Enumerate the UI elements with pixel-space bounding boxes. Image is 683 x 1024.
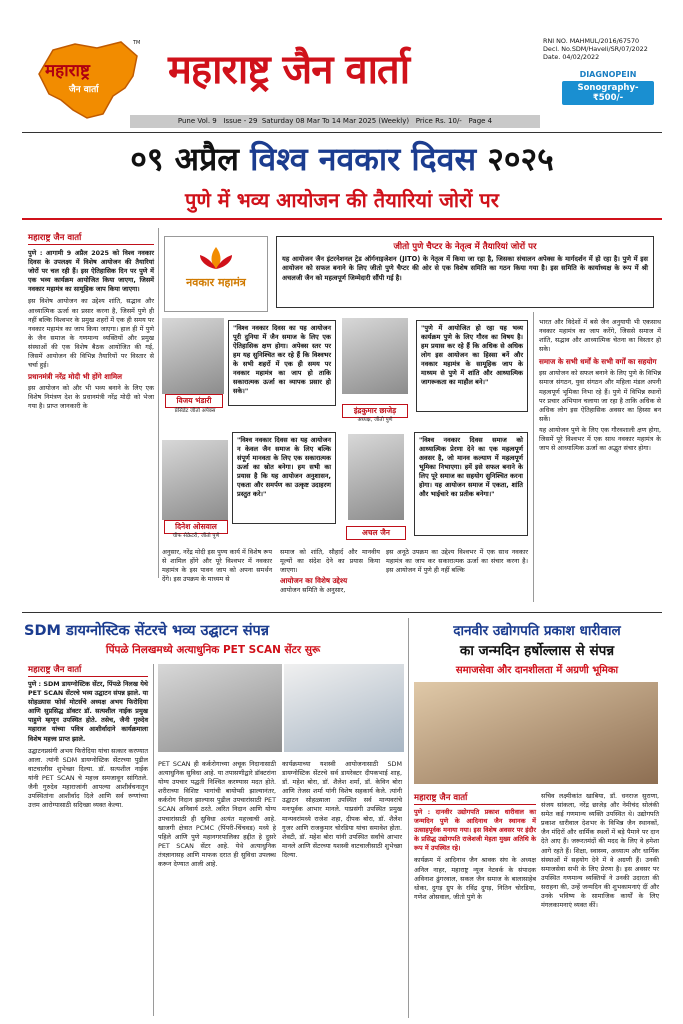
main-right-para1: भारत और विदेशों में बसे जैन अनुयायी भी एकसाथ नवकार महामंत्र का जाप करेंगे, जिससे समाज में शांति, सद्भाव और आध्यात्मिक चेतना का विस्तार हो सके। bbox=[539, 318, 661, 354]
registration-date: Date. 04/02/2022 bbox=[543, 53, 600, 61]
navkar-logo-text: नवकार महामंत्र bbox=[186, 276, 246, 289]
main-col4: इस अनूठे उपक्रम का उद्देश्य विश्वभर में एक साथ नवकार महामंत्र का जाप कर सकारात्मक ऊर्जा का संचार करना है। इस आयोजन में पुणे ही नहीं बल्कि bbox=[386, 548, 528, 575]
sdm-col3: कार्यक्रमाच्या यशस्वी आयोजनासाठी SDM डायग्नोस्टिक सेंटरचे सर्व डायरेक्टर दीपकभाई शाह, डॉ. महेश बोरा, डॉ. शैलेश शर्मा, डॉ. केविन बोरा आणि तेजस शर्मा यांनी विशेष सहकार्य केले. त्यांनी उद्घाटन सोहळ्याला उपस्थित सर्व मान्यवरांचे मनःपूर्वक आभार मानले. याप्रसंगी उपस्थित प्रमुख मान्यवरांमध्ये राजेश शहा, दीपक बोरा, डॉ. शैलेश गुजर आणि राजकुमार चोरडिया यांचा समावेश होता. शेवटी, डॉ. महेश बोरा यांनी उपस्थित सर्वांचे आभार मानले आणि सेंटरच्या यशस्वी वाटचालीसाठी शुभेच्छा दिल्या. bbox=[282, 760, 402, 859]
jito-box bbox=[276, 236, 654, 308]
dhariwal-col1: कार्यक्रम में आदिनाथ जैन श्रावक संघ के अध्यक्ष अनिल नाहर, महाराष्ट्र न्यूज नेटवर्क के संपादक अविनाश ढुंगरवाल, सकल जैन समाज के बालासाहेब धोका, दुगड़ ग्रुप के रविंद्र दुगड़, नितिन चोरडिया, गणेश ओसवाल, जीतो पुणे के bbox=[414, 856, 536, 901]
sdm-col1: उद्घाटनप्रसंगी अभय फिरोदिया यांचा सत्कार करण्यात आला. त्यांनी SDM डायग्नोस्टिक सेंटरच्या पुढील वाटचालीस शुभेच्छा दिल्या. डॉ. सत्यशील नाईक यांनी PET SCAN चे महत्त्व समजावून सांगितले. जैनी गुरुदेव महाराजांनी आपल्या आशीर्वचनातून उपस्थितांना आशीर्वाद दिले आणि सर्व रुग्णांच्या उत्तम आरोग्यासाठी सदिच्छा व्यक्त केल्या. bbox=[28, 746, 148, 810]
main-col3a: समाज को शांति, सौहार्द और मानवीय मूल्यों का संदेश देने का प्रयास किया जाएगा। bbox=[280, 548, 380, 575]
headline-event: विश्व नवकार दिवस bbox=[250, 140, 477, 178]
declaration-number: Decl. No.SDM/Haveli/SR/07/2022 bbox=[543, 45, 648, 53]
sdm-photo-scanner bbox=[284, 664, 404, 752]
main-subhead-cooperation: समाज के सभी धर्मों के सभी वर्गों का सहयोग bbox=[539, 357, 657, 367]
dhariwal-byline: महाराष्ट्र जैन वार्ता bbox=[414, 792, 536, 805]
headline-date: ०९ अप्रैल bbox=[130, 140, 239, 178]
diagnopein-ad[interactable] bbox=[562, 70, 654, 102]
maharashtra-map-icon bbox=[33, 36, 143, 126]
dhariwal-event-photo bbox=[414, 682, 658, 784]
main-byline: महाराष्ट्र जैन वार्ता bbox=[28, 232, 154, 245]
main-para2: इस आयोजन को और भी भव्य बनाने के लिए एक विशेष निमंत्रण देश के प्रधानमंत्री नरेंद्र मोदी को भेजा गया है। प्राप्त जानकारी के bbox=[28, 384, 154, 411]
dhariwal-headline-1: दानवीर उद्योगपति प्रकाश धारीवाल bbox=[453, 623, 621, 639]
ad-offer: Sonography- ₹500/- bbox=[562, 81, 654, 105]
sdm-subtitle: पिंपळे निलखमध्ये अत्याधुनिक PET SCAN सेंटर सुरू bbox=[105, 644, 321, 656]
main-lead: पुणे : आगामी 9 अप्रैल 2025 को विश्व नवकार दिवस के उपलक्ष्य में विशेष आयोजन की तैयारियां जोरों पर चल रही हैं। इस ऐतिहासिक दिन पर पुणे में एक भव्य कार्यक्रम आयोजित किया जाएगा, जिसमें नवकार महामंत्र का सामूहिक जाप किया जाएगा। bbox=[28, 249, 154, 294]
quote-name-vijay: विजय भंडारी bbox=[165, 394, 223, 408]
main-right-para3: यह आयोजन पुणे के लिए एक गौरवशाली क्षण होगा, जिसमें पूरे विश्वभर में एक साथ नवकार महामंत्र के जाप से आध्यात्मिक ऊर्जा का अद्भुत संचार होगा। bbox=[539, 425, 661, 453]
dhariwal-headline-2: का जन्मदिन हर्षोल्लास से संपन्न bbox=[459, 643, 615, 659]
main-col3b: आयोजन समिति के अनुसार, bbox=[280, 586, 346, 595]
dhariwal-col2: सचिव लक्ष्मीकांत खाबिया, डॉ. धनराज सुराणा, संजय सांकला, नरेंद्र छाजेड़ और नेमीचंद सोलंकी समेत कई गणमान्य व्यक्ति उपस्थित थे। उद्योगपति प्रकाश धारीवाल देशभर के विभिन्न जैन स्थानकों, जैन मंदिरों और धार्मिक स्थलों में बड़े पैमाने पर दान देते आए हैं। जरूरतमंदों की मदद के लिए वे हमेशा आगे रहते हैं। शिक्षा, स्वास्थ्य, अध्यात्म और धार्मिक संस्थाओं में सहयोग देने में वे अग्रणी हैं। उनकी समाजसेवा सभी के लिए प्रेरणा है। इस अवसर पर उपस्थित गणमान्य व्यक्तियों ने उनकी उदारता की सराहना की, उन्हें जन्मदिन की शुभकामनाएं दीं और उनके भविष्य के सामाजिक कार्यों के लिए मंगलकामनाएं व्यक्त कीं। bbox=[541, 792, 659, 910]
main-subhead-modi: प्रधानमंत्री नरेंद्र मोदी भी होंगे शामिल bbox=[28, 372, 123, 382]
indrakumar-chajed-photo bbox=[342, 318, 408, 394]
dhariwal-lead: पुणे : दानवीर उद्योगपति प्रकाश धारीवाल का जन्मदिन पुणे के आदिनाथ जैन स्थानक में उत्साहपूर्वक मनाया गया। इस विशेष अवसर पर इंदौर के प्रसिद्ध उद्योगपति राजेशजी मेहता मुख्य अतिथि के रूप में उपस्थित रहे। bbox=[414, 808, 536, 853]
ad-brand: DIAGNOPEIN bbox=[579, 70, 637, 79]
navkar-logo bbox=[164, 236, 268, 312]
masthead-logo bbox=[33, 36, 143, 126]
quote-name-indrakumar: इंद्रकुमार छाजेड़ bbox=[342, 404, 408, 418]
quote-name-dinesh: दिनेश ओसवाल bbox=[164, 520, 228, 534]
quote-role-indrakumar: अध्यक्ष, जीतो पुणे bbox=[357, 417, 393, 423]
main-col2: अनुसार, नरेंद्र मोदी इस पुण्य कार्य में विशेष रूप से शामिल होंगे और पूरे विश्वभर में नवकार महामंत्र के इस पावन जाप को अपना समर्थन देंगे। इस उपक्रम के माध्यम से bbox=[162, 548, 272, 584]
sdm-photo-group bbox=[158, 664, 282, 752]
dinesh-oswal-photo bbox=[162, 440, 228, 520]
logo-text: महाराष्ट्र bbox=[45, 61, 90, 81]
jito-body: यह आयोजन जैन इंटरनेशनल ट्रेड ऑर्गनाइजेशन (JITO) के नेतृत्व में किया जा रहा है, जिसका संचालन अपेक्स के मार्गदर्शन में हो रहा है। पुणे में इस आयोजन को सफल बनाने के लिए जीतो पुणे चैप्टर की ओर से एक विशेष समिति का गठन किया गया है। इस समिति के कार्याध्यक्ष के रूप में श्री अचलजी जैन को महत्वपूर्ण जिम्मेदारी सौंपी गई है। bbox=[282, 255, 648, 282]
dhariwal-subtitle: समाजसेवा और दानशीलता में अग्रणी भूमिका bbox=[455, 665, 619, 676]
quote-name-achal: अचल जैन bbox=[346, 526, 406, 540]
logo-trademark: TM bbox=[133, 40, 141, 46]
headline-subtitle: पुणे में भव्य आयोजन की तैयारियां जोरों पर bbox=[185, 188, 499, 212]
main-para1: इस विशेष आयोजन का उद्देश्य शांति, सद्भाव और आध्यात्मिक ऊर्जा का प्रसार करना है, जिसमें पुणे ही नहीं बल्कि विश्वभर के प्रमुख शहरों में एक ही समय पर नवकार महामंत्र का जाप किया जाएगा। हाल ही में पुणे के जैन समाज के गणमान्य व्यक्तियों और प्रमुख संस्थाओं की एक विशेष बैठक आयोजित की गई, जिसमें आयोजन की विभिन्न तैयारियों पर विस्तार से चर्चा हुई। bbox=[28, 297, 154, 370]
main-right-para2: इस आयोजन को सफल बनाने के लिए पुणे के विभिन्न समाज संगठन, युवा संगठन और महिला मंडल अपनी महत्वपूर्ण भूमिका निभा रहे हैं। पुणे में विभिन्न स्थानों पर प्रचार अभियान चलाया जा रहा है ताकि अधिक से अधिक लोग इस ऐतिहासिक अवसर का हिस्सा बन सकें। bbox=[539, 369, 661, 423]
sdm-headline: SDM डायग्नोस्टिक सेंटरचे भव्य उद्घाटन संपन्न bbox=[24, 623, 269, 639]
sdm-lead: पुणे : SDM डायग्नोस्टिक सेंटर, पिंपळे निलख येथे PET SCAN सेंटरचे भव्य उद्घाटन संपन्न झाले. या सोहळ्यास फोर्स मोटर्सचे अध्यक्ष अभय फिरोदिया आणि सुप्रसिद्ध डॉक्टर डॉ. सत्यशील नाईक प्रमुख पाहुणे म्हणून उपस्थित होते. तसेच, जैनी गुरुदेव महाराज यांच्या पवित्र आशीर्वादाने कार्यक्रमाला विशेष महत्त्व प्राप्त झाले. bbox=[28, 680, 148, 743]
rni-number: RNI NO. MAHMUL/2016/67570 bbox=[543, 37, 640, 45]
newspaper-title: महाराष्ट्र जैन वार्ता bbox=[168, 46, 410, 93]
issue-line: Pune Vol. 9 Issue - 29 Saturday 08 Mar To 14 Mar 2025 (Weekly) Price Rs. 10/- Page 4 bbox=[177, 117, 493, 125]
issue-bar bbox=[130, 115, 540, 128]
achal-jain-photo bbox=[348, 434, 404, 520]
main-headline bbox=[22, 137, 662, 180]
sdm-col2: PET SCAN ही कर्करोगाच्या अचूक निदानासाठी अत्याधुनिक सुविधा आहे. या तपासणीद्वारे डॉक्टरांना योग्य उपचार पद्धती निश्चित करण्यास मदत होते. शरीराच्या विशिष्ट भागांची बायोप्सी झाल्यानंतर, कर्करोग निदान झाल्यास पुढील उपचारांसाठी PET SCAN अनिवार्य ठरते. त्वरित निदान आणि योग्य उपचारांसाठी ही सुविधा अत्यंत महत्त्वाची आहे. खाजगी क्षेत्रात PCMC (पिंपरी-चिंचवड) मध्ये हे पहिले आणि पुणे महानगरपालिका हद्दीत हे दुसरे PET SCAN सेंटर आहे. येथे अत्याधुनिक तंत्रज्ञानासह आणि माफक दरात ही सुविधा उपलब्ध करून देण्यात आली आहे. bbox=[158, 760, 276, 869]
quote-role-vijay: प्रेसिडेंट जीतो अपेक्स bbox=[174, 408, 216, 414]
quote-achal-jain: "विश्व नवकार दिवस समाज को आध्यात्मिक प्रेरणा देने का एक महत्वपूर्ण अवसर है, जो मानव कल्याण में महत्वपूर्ण भूमिका निभाएगा। हमें इसे सफल बनाने के लिए पूरे समाज का सहयोग सुनिश्चित करना होगा। यह आयोजन समाज में एकता, शांति और भाईचारे का प्रतीक बनेगा।" bbox=[414, 432, 528, 536]
jito-heading: जीतो पुणे चैप्टर के नेतृत्व में तैयारियां जोरों पर bbox=[282, 240, 648, 252]
main-subhead-purpose: आयोजन का विशेष उद्देश्य bbox=[280, 576, 348, 586]
quote-dinesh-oswal: "विश्व नवकार दिवस का यह आयोजन न केवल जैन समाज के लिए बल्कि संपूर्ण मानवता के लिए एक सकारात्मक ऊर्जा का स्रोत बनेगा। हम सभी का प्रयास है कि यह आयोजन अनुशासन, एकता और समर्पण का उत्कृष्ट उदाहरण प्रस्तुत करे।" bbox=[232, 432, 336, 524]
vijay-bhandari-photo bbox=[162, 318, 224, 394]
quote-vijay-bhandari: "विश्व नवकार दिवस का यह आयोजन पूरी दुनिया में जैन समाज के लिए एक ऐतिहासिक क्षण होगा। अपेक्स स्तर पर हम यह सुनिश्चित कर रहे हैं कि विश्वभर के सभी शहरों में एक ही समय पर नवकार महामंत्र का जाप हो ताकि सकारात्मक ऊर्जा का व्यापक प्रसार हो सके।" bbox=[228, 320, 336, 406]
headline-year: २०२५ bbox=[487, 140, 554, 178]
quote-role-dinesh: चीफ सेक्रेटरी, जीतो पुणे bbox=[172, 533, 220, 539]
quote-indrakumar: "पुणे में आयोजित हो रहा यह भव्य कार्यक्रम पुणे के लिए गौरव का विषय है। हम प्रयास कर रहे हैं कि अधिक से अधिक लोग इस आयोजन का हिस्सा बनें और नवकार महामंत्र के सामूहिक जाप के माध्यम से पुणे में शांति और आध्यात्मिक जागरूकता का माहौल बने।" bbox=[416, 320, 528, 412]
logo-subtext: जैन वार्ता bbox=[69, 85, 99, 95]
lotus-icon bbox=[196, 243, 236, 273]
sdm-byline: महाराष्ट्र जैन वार्ता bbox=[28, 664, 148, 677]
